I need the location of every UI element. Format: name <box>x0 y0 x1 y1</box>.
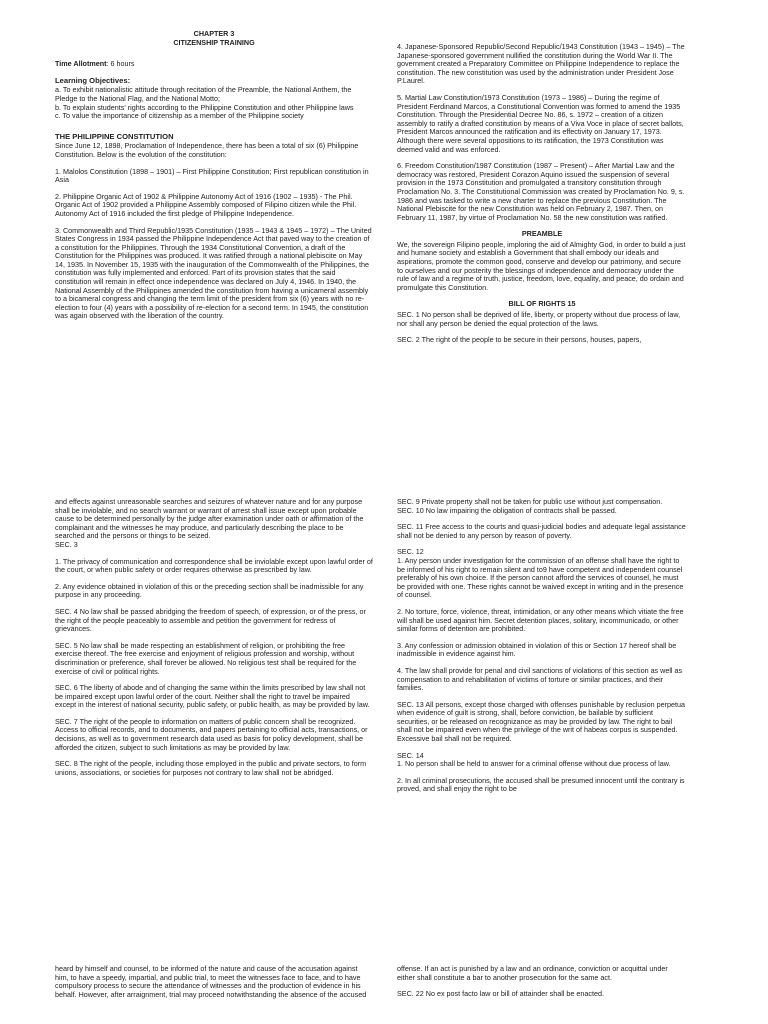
constitution-paragraphs-continued <box>397 43 687 222</box>
bill-section: SEC. 13 All persons, except those charged with offenses punishable by reclusion perpetua when evidence of guilt is strong, shall, before conviction, be bailable by sufficient securities, or be released on recognizance as may be provided by law. The right to bail shall not be impaired even when the privilege of the writ of habeas corpus is suspended. Excessive bail shall not be required. <box>397 699 685 744</box>
page1-left-column <box>55 30 373 329</box>
page2-right-paragraphs <box>397 498 687 794</box>
bill-section: SEC. 12 1. Any person under investigation for the commission of an offense shall have the right to be informed of his right to remain silent and to9 have competent and independent counsel preferably of his own choice. If the person cannot afford the services of counsel, he must be provided with one. These rights cannot be waived except in writing and in the presence of counsel. <box>397 547 684 600</box>
bill-section: 4. The law shall provide for penal and civil sanctions of violations of this section as well as compensation to and rehabilitation of victims of torture or similar practices, and their families. <box>397 665 683 693</box>
bill-of-rights-heading: BILL OF RIGHTS 15 <box>508 299 576 309</box>
page3-left-paragraphs <box>55 965 373 999</box>
chapter-title: CITIZENSHIP TRAINING <box>173 37 255 47</box>
page1-right-column <box>397 43 687 353</box>
bill-section: SEC. 8 The right of the people, including those employed in the public and private sectors, to form unions, associations, or societies for purposes not contrary to law shall not be abridged. <box>55 759 367 777</box>
preamble-heading: PREAMBLE <box>521 229 563 239</box>
time-allotment-value: : 6 hours <box>106 59 135 69</box>
page3-right-paragraphs <box>397 965 687 999</box>
page3-left-column <box>55 965 373 1007</box>
constitution-paragraph: Since June 12, 1898, Proclamation of Independence, there has been a total of six (6) Philippine Constitution. Below is the evolution of the constitution: <box>55 141 359 159</box>
page2-left-column <box>55 498 373 785</box>
bill-section: SEC. 9 Private property shall not be taken for public use without just compensation. SEC. 10 No law impairing the obligation of contracts shall be passed. <box>397 497 663 515</box>
constitution-paragraph: 2. Philippine Organic Act of 1902 & Philippine Autonomy Act of 1916 (1902 – 1935) - The Phil. Organic Act of 1902 provided a Philippine Assembly composed of Filipino citizen while the Phil. Autonomy Act of 1916 included the first pledge of Philippine Independence. <box>55 191 357 218</box>
chapter-number: CHAPTER 3 <box>193 29 235 38</box>
bill-section: 1. The privacy of communication and correspondence shall be inviolable except upon lawful order of the court, or when public safety or order requires otherwise as prescribed by law. <box>55 556 373 575</box>
constitution-paragraph: 5. Martial Law Constitution/1973 Constitution (1973 – 1986) – During the regime of President Ferdinand Marcos, a Constitutional Convention was formed to amend the 1935 Constitution. Through the Presidential Decree No. 86, s. 1972 – creation of a citizen assembly to ratify a drafted constitution by means of a Viva Voce in place of secret ballots, President Marcos announced the ratification and its effectivity on January 17, 1973. Although there were several oppositions to its ratification, the 1973 Constitution was deemed valid and was enforced. <box>397 92 684 154</box>
constitution-heading: THE PHILIPPINE CONSTITUTION <box>55 131 174 141</box>
page2-left-paragraphs <box>55 498 373 777</box>
bill-section: 2. Any evidence obtained in violation of this or the preceding section shall be inadmissible for any purpose in any proceeding. <box>55 581 364 600</box>
bill-section: SEC. 11 Free access to the courts and quasi-judicial bodies and adequate legal assistance shall not be denied to any person by reason of poverty. <box>397 522 686 540</box>
bill-section: 3. Any confession or admission obtained in violation of this or Section 17 hereof shall be inadmissible in evidence against him. <box>397 640 677 659</box>
bill-of-rights-sections <box>397 311 687 345</box>
constitution-paragraph: 6. Freedom Constitution/1987 Constitution (1987 – Present) – After Martial Law and the democracy was restored, President Corazon Aquino issued the suspension of several provision in the 1973 Constitution and promulgated a transitory constitution through Proclamation No. 3. The Constitutional Commission was created by Proclamation No. 9, s. 1986 and was tasked to write a new charter to replace the previous Constitution. The National Plebiscite for the new Constitution was held on February 2, 1987. Then, on February 11, 1987, by virtue of Proclamation No. 58 the new constitution was ratified. <box>397 161 685 222</box>
bill-section: SEC. 4 No law shall be passed abridging the freedom of speech, of expression, or of the press, or the right of the people peaceably to assemble and petition the government for redress of grievances. <box>55 606 366 634</box>
bill-section: heard by himself and counsel, to be informed of the nature and cause of the accusation against him, to have a speedy, impartial, and public trial, to meet the witnesses face to face, and to have compulsory process to secure the attendance of witnesses and the production of evidence in his behalf. However, after arraignment, trial may proceed notwithstanding the absence of the accused <box>55 964 367 999</box>
page3-right-column <box>397 965 687 1007</box>
constitution-paragraph: 1. Malolos Constitution (1898 – 1901) – First Philippine Constitution; First republican constitution in Asia <box>55 166 369 185</box>
bill-section: SEC. 6 The liberty of abode and of changing the same within the limits prescribed by law shall not be impaired except upon lawful order of the court. Neither shall the right to travel be impaired except in the interest of national security, public safety, or public health, as may be provided by law. <box>55 683 370 710</box>
bill-section: SEC. 7 The right of the people to information on matters of public concern shall be recognized. Access to official records, and to documents, and papers pertaining to official acts, transactions, or decisions, as well as to government research data used as basis for policy development, shall be afforded the citizen, subject to such limitations as may be provided by law. <box>55 716 368 752</box>
constitution-paragraphs <box>55 142 373 321</box>
bill-section: SEC. 2 The right of the people to be secure in their persons, houses, papers, <box>397 335 642 345</box>
page2-right-column <box>397 498 687 802</box>
bill-section: SEC. 5 No law shall be made respecting an establishment of religion, or prohibiting the free exercise thereof. The free exercise and enjoyment of religious profession and worship, without discrimination or preference, shall forever be allowed. No religious test shall be required for the exercise of civil or political rights. <box>55 640 357 676</box>
bill-section: offense. If an act is punished by a law and an ordinance, conviction or acquittal under either shall constitute a bar to another prosecution for the same act. <box>397 964 668 982</box>
bill-section: 2. No torture, force, violence, threat, intimidation, or any other means which vitiate the free will shall be used against him. Secret detention places, solitary, incommunicado, or other similar forms of detention are prohibited. <box>397 606 684 634</box>
constitution-paragraph: 3. Commonwealth and Third Republic/1935 Constitution (1935 – 1943 & 1945 – 1972) – The United States Congress in 1934 passed the Philippine Independence Act that paved way to the creation of a constitution for the Philippines. Through the 1934 Constitutional Convention, a draft of the Constitution for the Philippines was produced. It was ratified through a national plebiscite on May 14, 1935. In November 15, 1935 with the inauguration of the Commonwealth of the Philippines, the constitution was fully implemented and enforced. Part of its provision states that the said constitution will remain in effect once independence was declared on July 4, 1946. In 1940, the National Assembly of the Philippines amended the constitution from having a unicameral assembly to a bicameral congress and changing the term limit of the president from six (6) years with no re- election to four (4) years with a possibility of re-election for a second term. In 1945, the constitution was again observed with the liberation of the country. <box>55 225 372 321</box>
bill-section: SEC. 22 No ex post facto law or bill of attainder shall be enacted. <box>397 989 604 999</box>
objective-item: b. To explain students' rights according to the Philippine Constitution and other Philippine laws <box>55 102 354 112</box>
learning-objectives-heading: Learning Objectives: <box>55 75 131 85</box>
bill-section: 2. In all criminal prosecutions, the accused shall be presumed innocent until the contrary is proved, and shall enjoy the right to be <box>397 775 685 794</box>
time-allotment <box>55 60 373 69</box>
bill-section: SEC. 1 No person shall be deprived of life, liberty, or property without due process of law, nor shall any person be denied the equal protection of the laws. <box>397 310 681 328</box>
bill-section: and effects against unreasonable searches and seizures of whatever nature and for any purpose shall be inviolable, and no search warrant or warrant of arrest shall issue except upon probable cause to be determined personally by the judge after examination under oath or affirmation of the complainant and the witnesses he may produce, and particularly describing the place to be searched and the persons or things to be seized. SEC. 3 <box>55 497 364 549</box>
preamble-text: We, the sovereign Filipino people, imploring the aid of Almighty God, in order to build a just and humane society and establish a Government that shall embody our ideals and aspirations, promote the common good, conserve and develop our patrimony, and secure to ourselves and our posterity the blessings of independence and democracy under the rule of law and a regime of truth, justice, freedom, love, equality, and peace, do ordain and promulgate this Constitution. <box>397 239 686 292</box>
objectives-list <box>55 86 373 120</box>
bill-section: SEC. 14 1. No person shall be held to answer for a criminal offense without due process of law. <box>397 750 671 769</box>
objective-item: c. To value the importance of citizenship as a member of the Philippine society <box>55 111 304 121</box>
time-allotment-label: Time Allotment <box>55 59 107 69</box>
objective-item: a. To exhibit nationalistic attitude through recitation of the Preamble, the National Anthem, the Pledge to the National Flag, and the National Motto; <box>55 85 352 103</box>
constitution-paragraph: 4. Japanese-Sponsored Republic/Second Republic/1943 Constitution (1943 – 1945) – The Japanese-sponsored government nullified the constitution during the World War II. The government created a Preparatory Committee on Philippine Independence to replace the constitution. The new constitution was used by the administration under President Jose P.Laurel. <box>397 42 685 86</box>
